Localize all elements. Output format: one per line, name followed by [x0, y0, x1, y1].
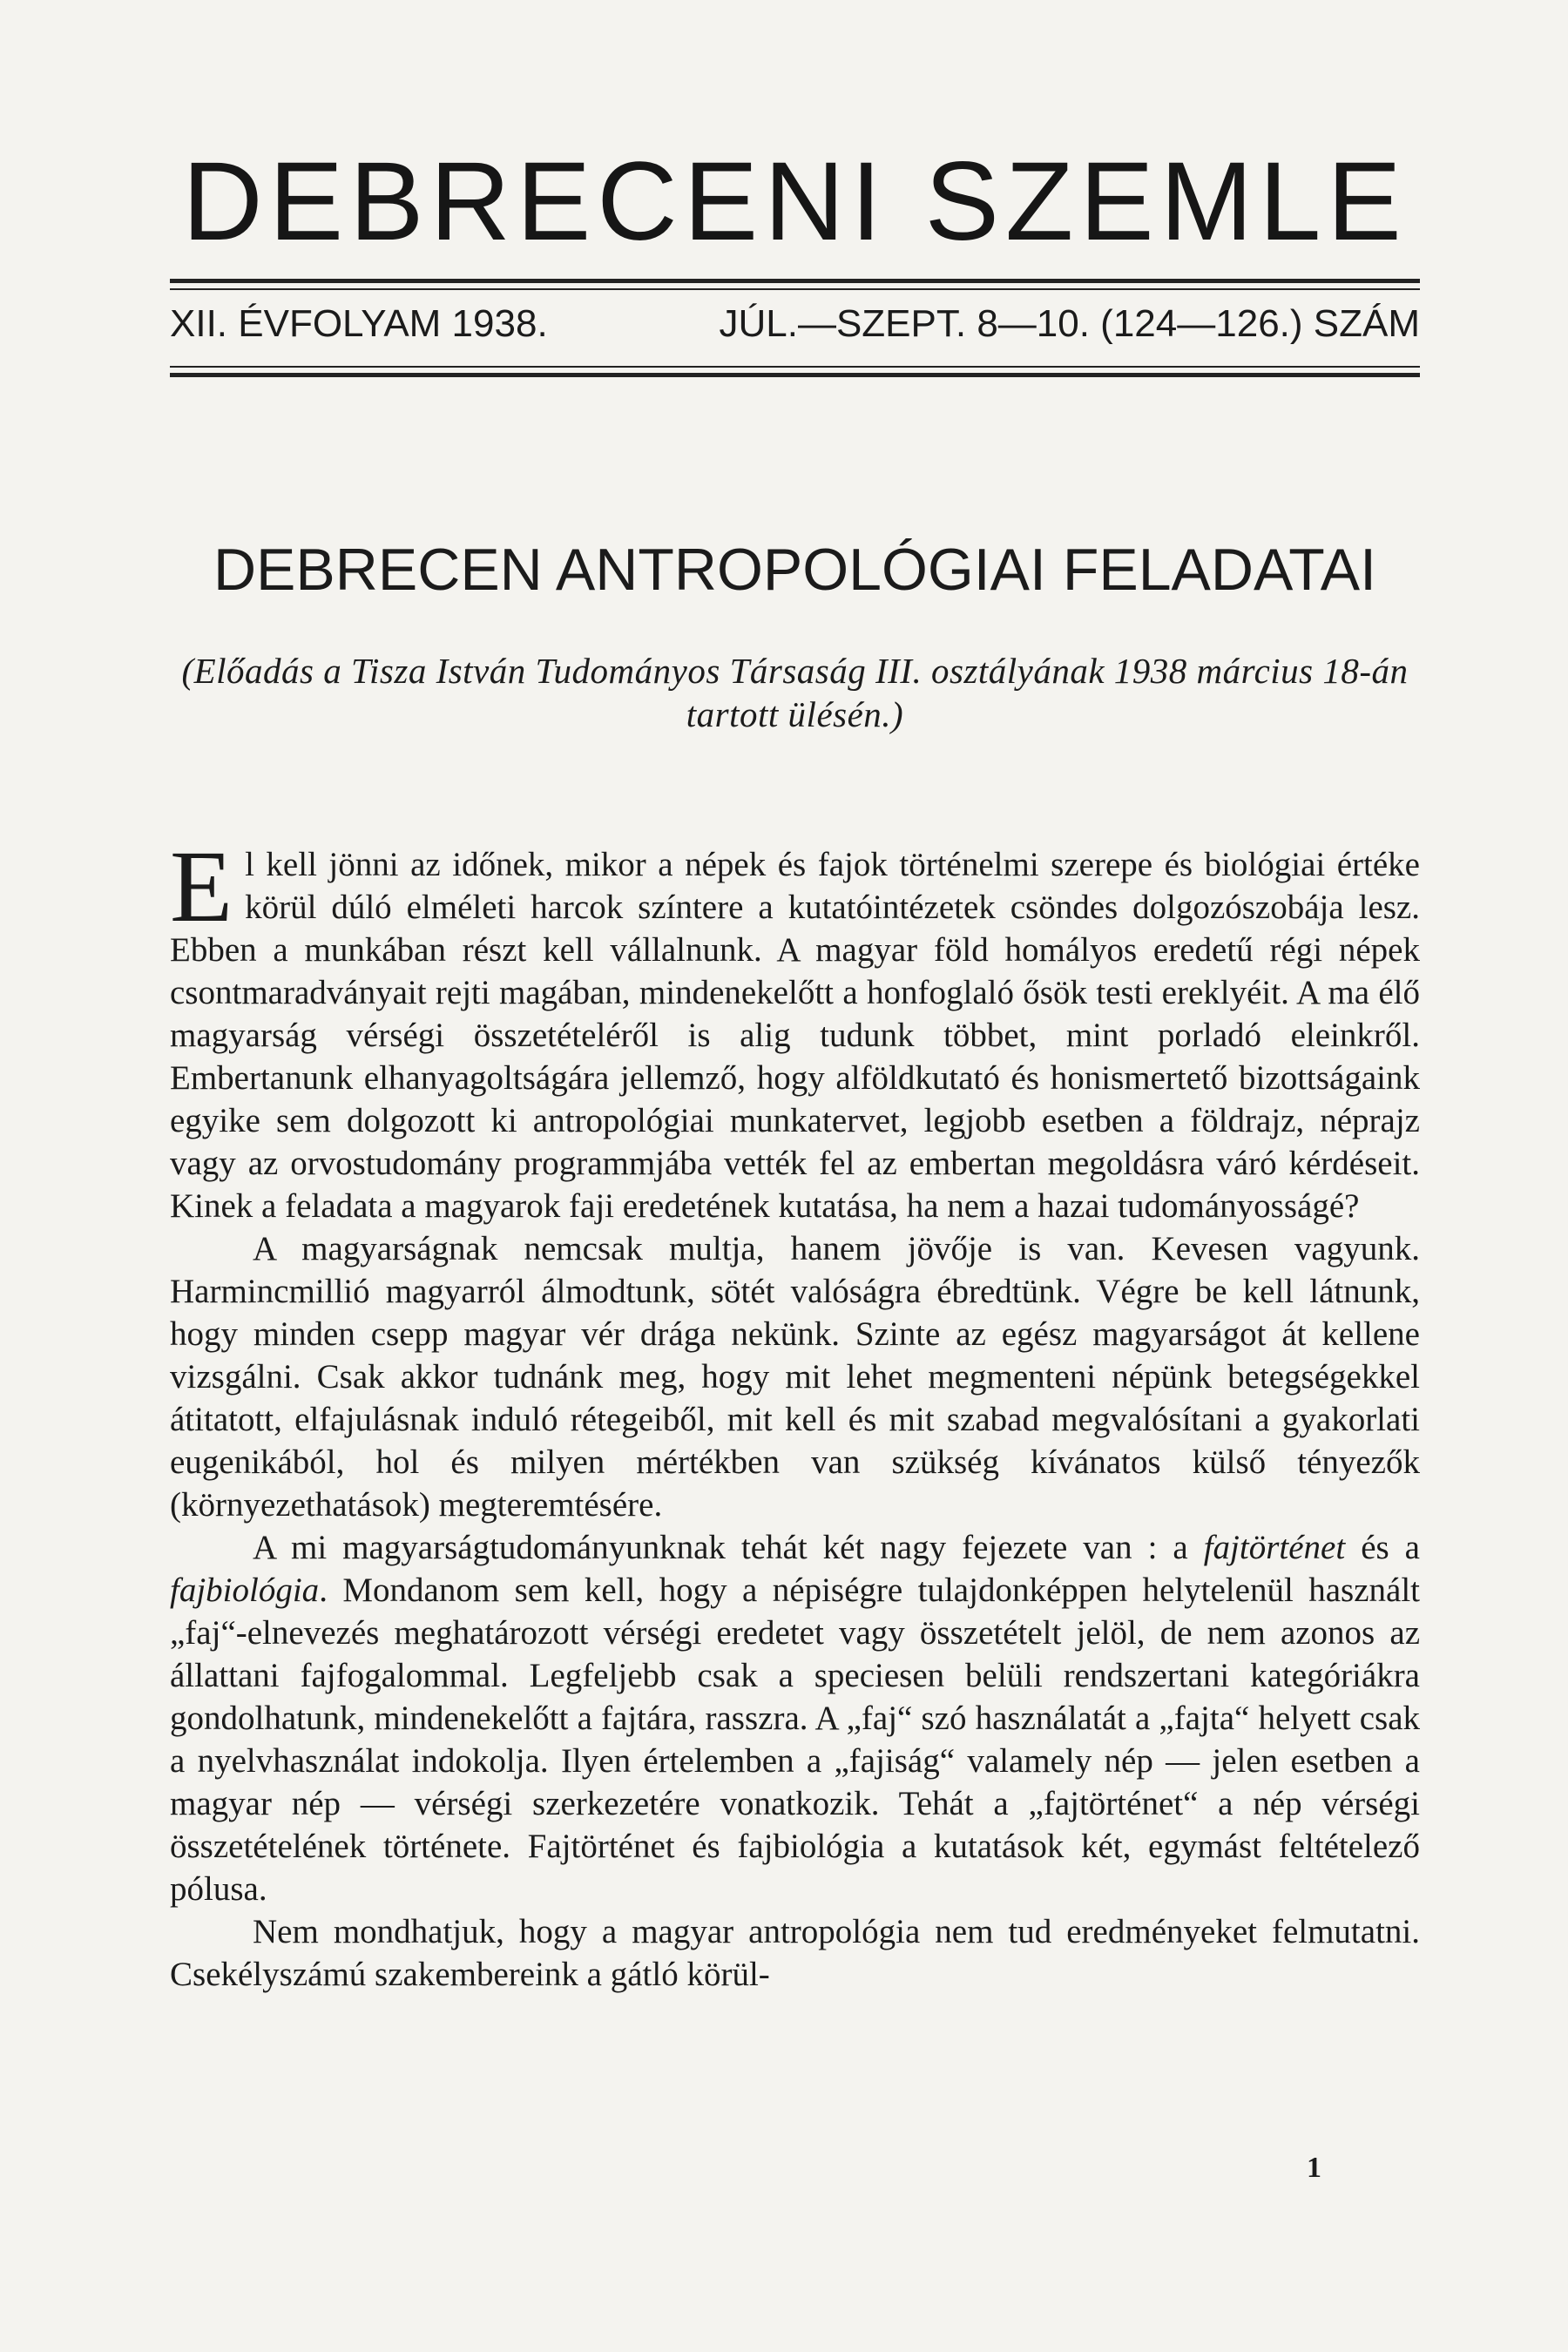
header-rule-bottom-thin: [170, 366, 1420, 368]
volume-info: XII. ÉVFOLYAM 1938.: [170, 302, 548, 345]
article-body: [170, 829, 1420, 1996]
emphasis-term: fajbiológia: [170, 1571, 320, 1609]
emphasis-term: fajtörténet: [1203, 1529, 1346, 1566]
paragraph: A magyarságnak nemcsak multja, hanem jövője is van. Kevesen vagyunk. Harmincmillió magyarról álmodtunk, sötét valóságra ébredtünk. Végre be kell látnunk, hogy minden csepp magyar vér drága nekünk. Szinte az egész magyarságot át kellene vizsgálni. Csak akkor tudnánk meg, hogy mit lehet megmenteni népünk betegségekkel átitatott, elfajulásnak induló rétegeiből, mit kell és mit szabad megvalósítani a gyakorlati eugenikából, hol és milyen mértékben van szükség kívánatos külső tényezők (környezethatások) megteremtésére.: [170, 1230, 1420, 1524]
paragraph-text: A mi magyarságtudományunknak tehát két nagy fejezete van : a: [253, 1529, 1204, 1566]
article-title: DEBRECEN ANTROPOLÓGIAI FELADATAI: [213, 537, 1377, 603]
paragraph: Nem mondhatjuk, hogy a magyar antropológia nem tud eredményeket felmutatni. Csekélyszámú szakembereink a gátló körül-: [170, 1913, 1420, 1993]
paragraph: [170, 1526, 1420, 1910]
drop-cap: E: [170, 829, 233, 943]
paragraph: [170, 829, 1420, 1227]
header-rule-top-thick: [170, 279, 1420, 283]
header-rule-top-thin: [170, 288, 1420, 290]
issue-line: [170, 302, 1420, 345]
journal-title: DEBRECENI SZEMLE: [182, 139, 1408, 264]
article-subtitle: (Előadás a Tisza István Tudományos Társaság III. osztályának 1938 március 18-án tartott ülésén.): [181, 651, 1409, 734]
issue-info: JÚL.—SZEPT. 8—10. (124—126.) SZÁM: [719, 302, 1420, 345]
page-number: 1: [1307, 2152, 1321, 2184]
header-rule-bottom-thick: [170, 373, 1420, 377]
paragraph-text: . Mondanom sem kell, hogy a népiségre tulajdonképpen helytelenül használt „faj“-elnevezés meghatározott vérségi eredetet vagy összetételt jelöl, de nem azonos az állattani fajfogalommal. Legfeljebb csak a speciesen belüli rendszertani kategóriákra gondolhatunk, mindenekelőtt a fajtára, rasszra. A „faj“ szó használatát a „fajta“ helyett csak a nyelvhasználat indokolja. Ilyen értelemben a „fajiság“ valamely nép — jelen esetben a magyar nép — vérségi szerkezetére vonatkozik. Tehát a „fajtörténet“ a nép vérségi összetételének története. Fajtörténet és fajbiológia a kutatások két, egymást feltételező pólusa.: [170, 1571, 1420, 1908]
paragraph-text: l kell jönni az időnek, mikor a népek és fajok történelmi szerepe és biológiai értéke körül dúló elméleti harcok színtere a kutatóintézetek csöndes dolgozószobája lesz. Ebben a munkában részt kell vállalnunk. A magyar föld homályos eredetű régi népek csontmaradványait rejti magában, mindenekelőtt a honfoglaló ősök testi ereklyéit. A ma élő magyarság vérségi összetételéről is alig tudunk többet, mint porladó eleinkről. Embertanunk elhanyagoltságára jellemző, hogy alföldkutató és honismertető bizottságaink egyike sem dolgozott ki antropológiai munkatervet, legjobb esetben a földrajz, néprajz vagy az orvostudomány programmjába vették fel az embertan megoldásra váró kérdéseit. Kinek a feladata a magyarok faji eredetének kutatása, ha nem a hazai tudományosságé?: [170, 846, 1420, 1225]
paragraph-text: és a: [1345, 1529, 1420, 1566]
